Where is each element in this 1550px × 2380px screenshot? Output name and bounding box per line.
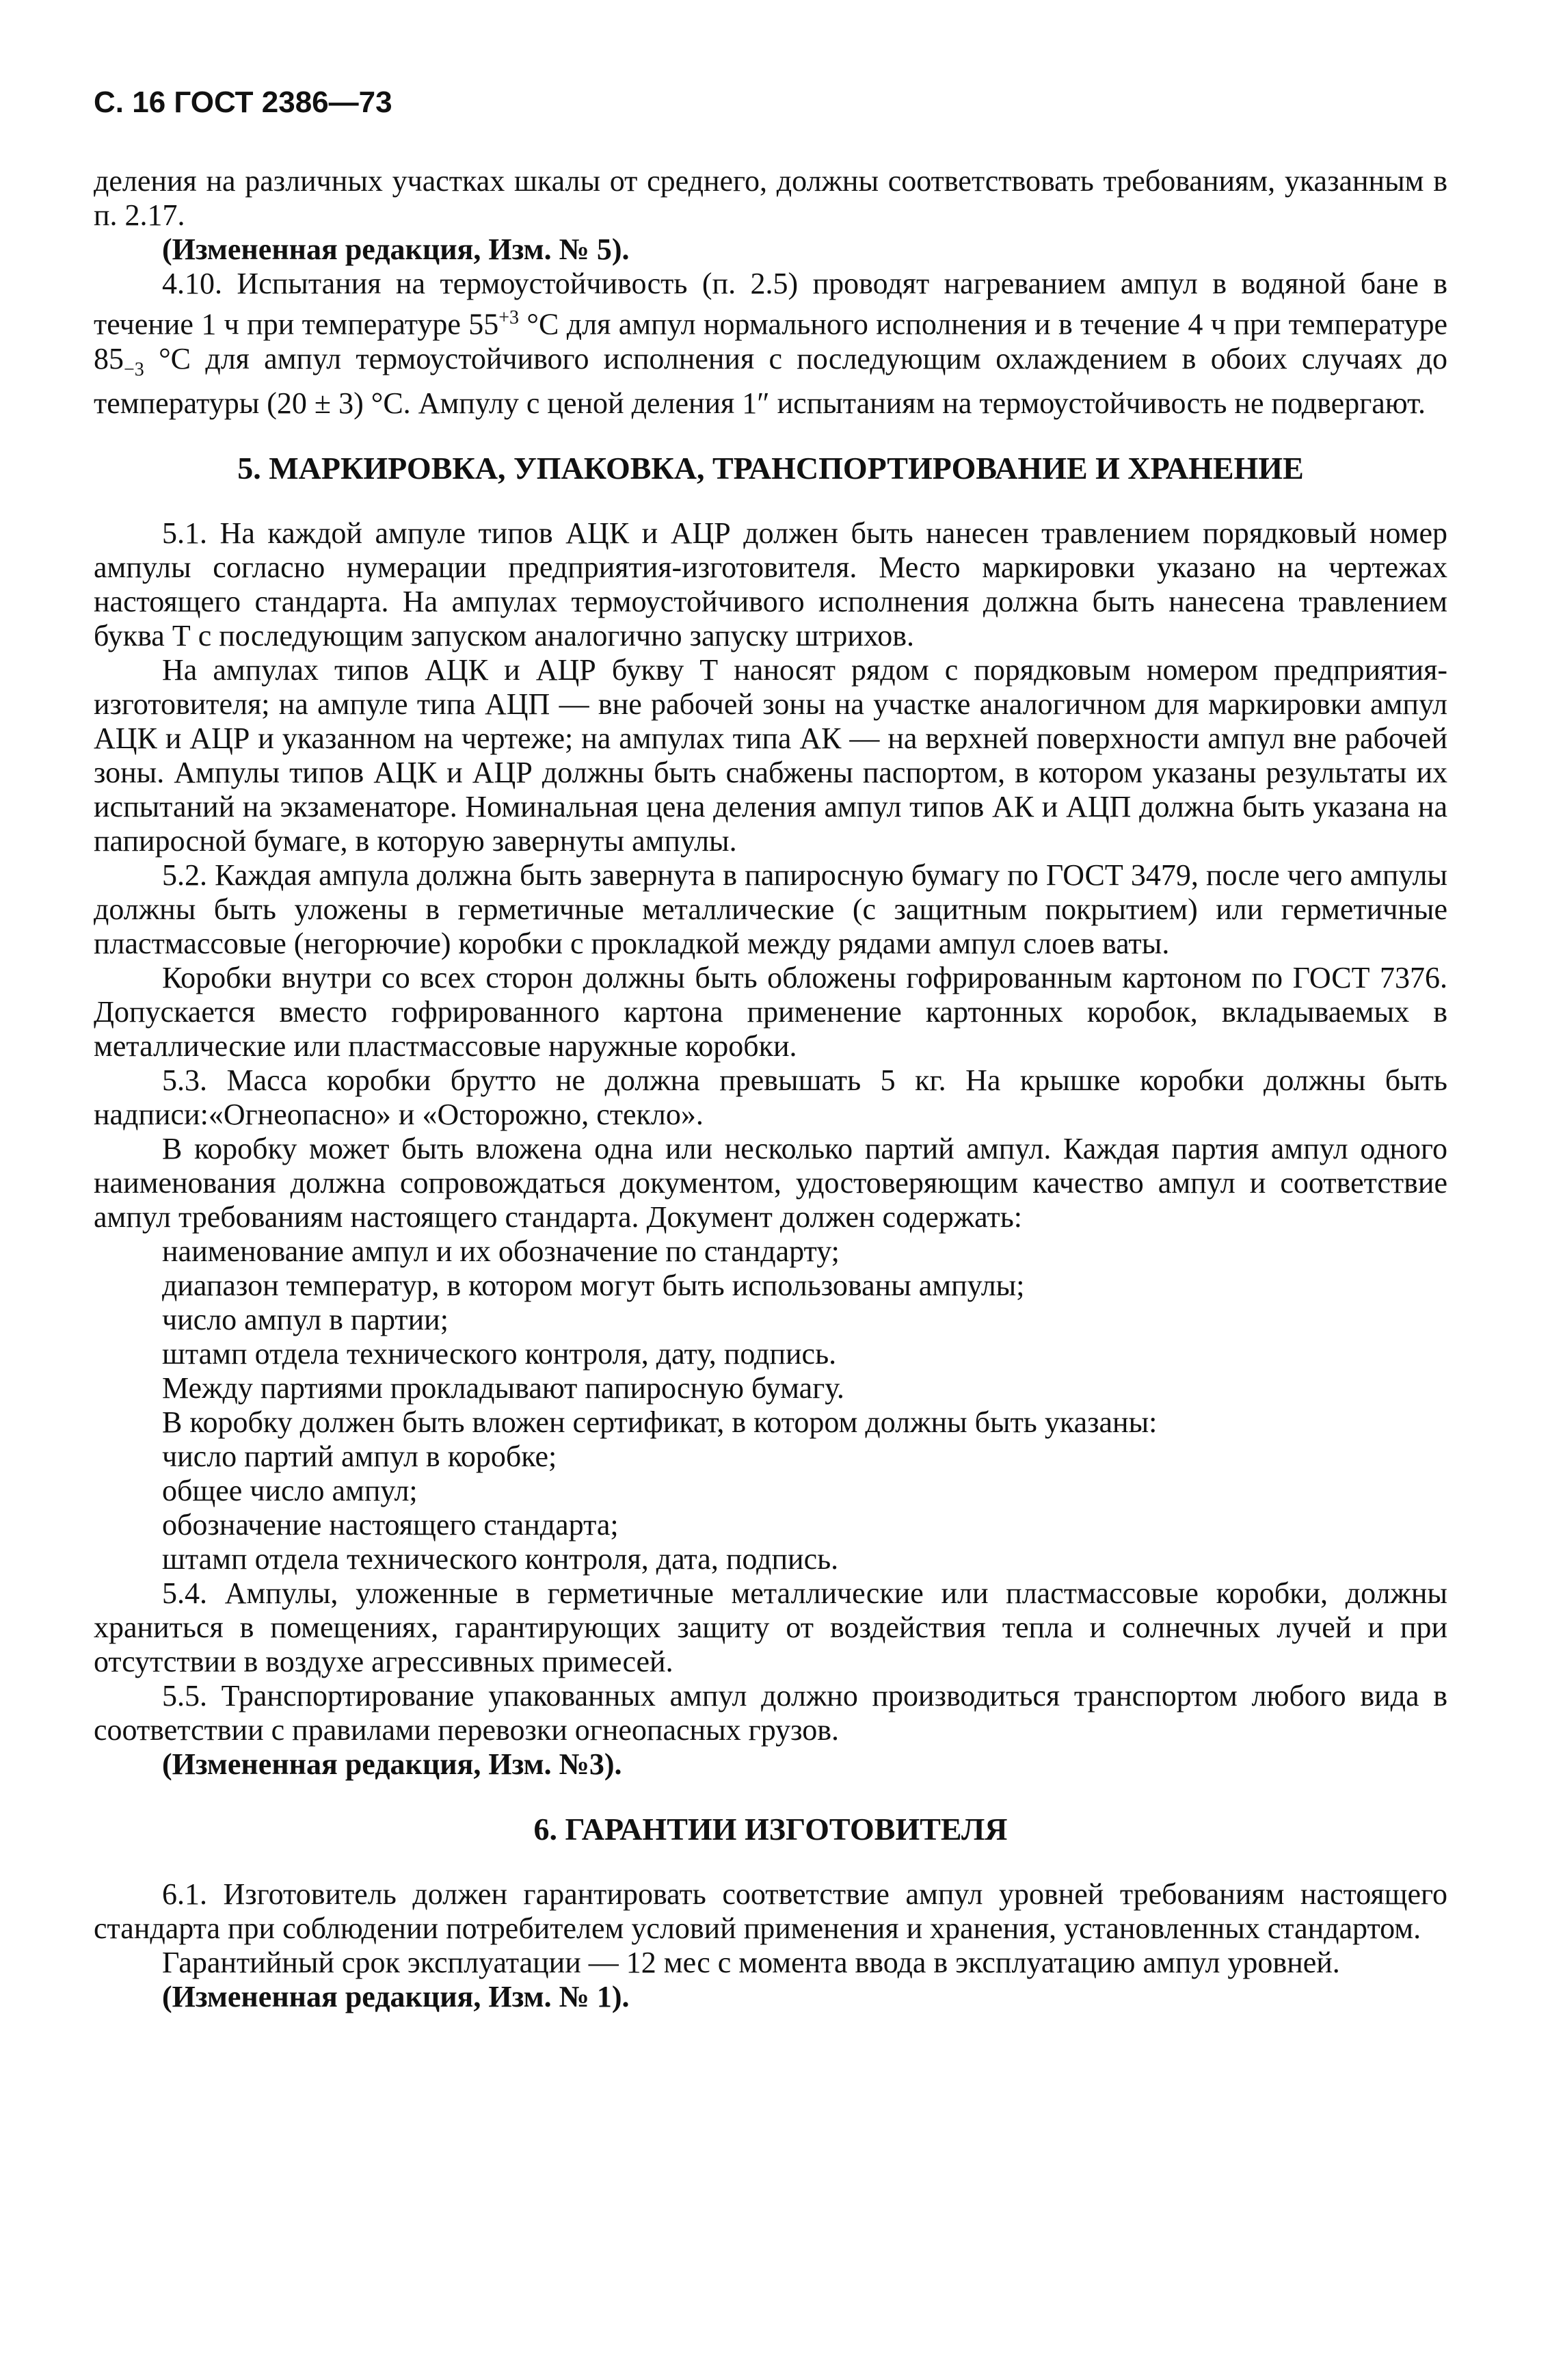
amendment-note: (Измененная редакция, Изм. № 1). xyxy=(162,1980,630,2014)
document-list-item: диапазон температур, в котором могут быть использованы ампулы; xyxy=(162,1269,1025,1303)
document-page xyxy=(94,82,1447,2014)
document-list-item: число партий ампул в коробке; xyxy=(162,1440,557,1474)
clause-5-3: 5.3. Масса коробки брутто не должна превышать 5 кг. На крышке коробки должны быть надписи:«Огнеопасно» и «Осторожно, стекло». xyxy=(94,1063,1447,1132)
document-list-item: штамп отдела технического контроля, дату, подпись. xyxy=(162,1337,837,1371)
amendment-note: (Измененная редакция, Изм. №3). xyxy=(162,1747,622,1782)
clause-5-1-continued: На ампулах типов АЦК и АЦР букву Т наносят рядом с порядковым номером предприятия-изготовителя; на ампуле типа АЦП — вне рабочей зоны на участке аналогичном для маркировки ампул АЦК и АЦР и указанном на чертеже; на ампулах типа АК — на верхней поверхности ампул вне рабочей зоны. Ампулы типов АЦК и АЦР должны быть снабжены паспортом, в котором указаны результаты их испытаний на экзаменаторе. Номинальная цена деления ампул типов АК и АЦП должна быть указана на папиросной бумаге, в которую завернуты ампулы. xyxy=(94,653,1447,858)
document-list-item: наименование ампул и их обозначение по стандарту; xyxy=(162,1234,840,1269)
clause-5-3-continued: В коробку может быть вложена одна или несколько партий ампул. Каждая партия ампул одного наименования должна сопровождаться документом, удостоверяющим качество ампул и соответствие ампул требованиям настоящего стандарта. Документ должен содержать: xyxy=(94,1132,1447,1234)
document-list-item: число ампул в партии; xyxy=(162,1303,449,1337)
clause-4-10-text-c: °С для ампул термоустойчивого исполнения с последующим охлаждением в обоих случаях до температуры (20 ± 3) °С. Ампулу с ценой деления 1″ испытаниям на термоустойчивость не подвергают. xyxy=(94,341,1447,421)
warranty-period: Гарантийный срок эксплуатации — 12 мес с момента ввода в эксплуатацию ампул уровней. xyxy=(162,1946,1340,1980)
document-list-item: общее число ампул; xyxy=(162,1474,418,1508)
document-list-item: В коробку должен быть вложен сертификат, в котором должны быть указаны: xyxy=(162,1405,1158,1440)
clause-6-1: 6.1. Изготовитель должен гарантировать соответствие ампул уровней требованиям настоящего стандарта при соблюдении потребителем условий применения и хранения, установленных стандартом. xyxy=(94,1877,1447,1946)
clause-4-10-text-a: 4.10. Испытания на термоустойчивость (п. 2.5) проводят нагреванием ампул в водяной бане в течение 1 ч при температуре 55 xyxy=(94,267,1447,341)
document-list-item: Между партиями прокладывают папиросную бумагу. xyxy=(162,1371,844,1405)
temperature-tolerance-sub: −3 xyxy=(124,358,144,380)
page-header: С. 16 ГОСТ 2386—73 xyxy=(94,85,392,119)
document-list-item: обозначение настоящего стандарта; xyxy=(162,1508,619,1542)
clause-5-4: 5.4. Ампулы, уложенные в герметичные металлические или пластмассовые коробки, должны храниться в помещениях, гарантирующих защиту от воздействия тепла и солнечных лучей и при отсутствии в воздухе агрессивных примесей. xyxy=(94,1576,1447,1679)
document-list-item: штамп отдела технического контроля, дата, подпись. xyxy=(162,1542,839,1576)
temperature-tolerance-sup: +3 xyxy=(498,307,520,328)
clause-5-2: 5.2. Каждая ампула должна быть завернута в папиросную бумагу по ГОСТ 3479, после чего ампулы должны быть уложены в герметичные металлические (с защитным покрытием) или герметичные пластмассовые (негорючие) коробки с прокладкой между рядами ампул слоев ваты. xyxy=(94,858,1447,961)
clause-4-10 xyxy=(94,267,1447,421)
clause-4-10-text-b: °С для ампул нормального исполнения и в течение 4 ч при температуре 85 xyxy=(94,307,1447,375)
section-5-heading: 5. МАРКИРОВКА, УПАКОВКА, ТРАНСПОРТИРОВАНИЕ И ХРАНЕНИЕ xyxy=(237,451,1304,486)
section-6-heading: 6. ГАРАНТИИ ИЗГОТОВИТЕЛЯ xyxy=(533,1812,1008,1847)
clause-5-2-continued: Коробки внутри со всех сторон должны быть обложены гофрированным картоном по ГОСТ 7376. Допускается вместо гофрированного картона применение картонных коробок, вкладываемых в металлические или пластмассовые наружные коробки. xyxy=(94,961,1447,1063)
amendment-note: (Измененная редакция, Изм. № 5). xyxy=(162,233,630,266)
intro-paragraph: деления на различных участках шкалы от среднего, должны соответствовать требованиям, указанным в п. 2.17. xyxy=(94,164,1447,232)
clause-5-5: 5.5. Транспортирование упакованных ампул должно производиться транспортом любого вида в соответствии с правилами перевозки огнеопасных грузов. xyxy=(94,1679,1447,1747)
clause-5-1: 5.1. На каждой ампуле типов АЦК и АЦР должен быть нанесен травлением порядковый номер ампулы согласно нумерации предприятия-изготовителя. Место маркировки указано на чертежах настоящего стандарта. На ампулах термоустойчивого исполнения должна быть нанесена травлением буква Т с последующим запуском аналогично запуску штрихов. xyxy=(94,516,1447,653)
